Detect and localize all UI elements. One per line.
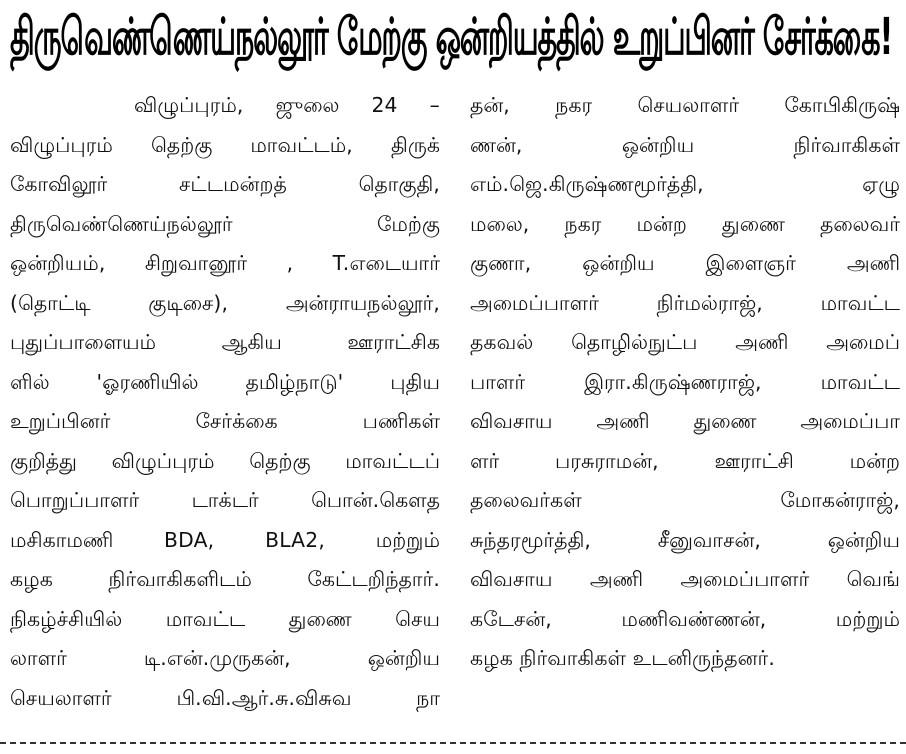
text-line: செயலாளர் பி.வி.ஆர்.சு.விசுவ நா [10,685,440,710]
text-line: திருவெண்ணெய்நல்லூர் மேற்கு [10,211,440,236]
text-line: (தொட்டி குடிசை), அன்ராயநல்லூர், [10,290,440,315]
text-line: தலைவர்கள் மோகன்ராஜ், [470,488,900,512]
article-column-left [10,86,440,720]
text-line: எம்.ஜெ.கிருஷ்ணமூர்த்தி, ஏழு [470,172,900,196]
text-line: கடேசன், மணிவண்ணன், மற்றும் [470,606,900,631]
text-line: விழுப்புரம் தெற்கு மாவட்டம், திருக் [10,132,440,157]
text-line: மலை, நகர மன்ற துணை தலைவர் [470,211,900,236]
text-line: லாளர் டி.என்.முருகன், ஒன்றிய [10,646,440,670]
text-line: விழுப்புரம், ஜுலை 24 – [134,93,440,117]
text-line: பொறுப்பாளர் டாக்டர் பொன்.கௌத [10,488,440,512]
text-line: புதுப்பாளையம் ஆகிய ஊராட்சிக [10,330,440,354]
text-line: பாளர் இரா.கிருஷ்ணராஜ், மாவட்ட [470,369,900,394]
text-line: மசிகாமணி BDA, BLA2, மற்றும் [10,527,440,552]
text-line: ஒன்றியம், சிறுவானூர் , T.எடையார் [10,251,440,275]
text-line: கோவிலூர் சட்டமன்றத் தொகுதி, [10,172,440,196]
text-line: குணா, ஒன்றிய இளைஞர் அணி [470,251,900,275]
text-line: விவசாய அணி அமைப்பாளர் வெங் [470,567,900,591]
text-line: ளில் 'ஓரணியில் தமிழ்நாடு' புதிய [10,369,440,394]
text-line: விவசாய அணி துணை அமைப்பா [470,409,900,433]
headline: திருவெண்ணெய்நல்லூர் மேற்கு ஒன்றியத்தில் உறுப்பினர் சேர்க்கை! [10,6,893,67]
text-line: கழக நிர்வாகிகளிடம் கேட்டறிந்தார். [10,567,440,591]
text-line: சுந்தரமூர்த்தி, சீனுவாசன், ஒன்றிய [470,527,900,552]
text-line: ணன், ஒன்றிய நிர்வாகிகள் [470,132,900,157]
text-line: குறித்து விழுப்புரம் தெற்கு மாவட்டப் [10,448,440,473]
text-line: ளர் பரசுராமன், ஊராட்சி மன்ற [470,448,900,473]
text-line: கழக நிர்வாகிகள் உடனிருந்தனர். [470,646,775,670]
text-line: அமைப்பாளர் நிர்மல்ராஜ், மாவட்ட [470,290,900,315]
text-line: நிகழ்ச்சியில் மாவட்ட துணை செய [10,606,440,631]
text-line: உறுப்பினர் சேர்க்கை பணிகள் [10,409,440,433]
text-line: தகவல் தொழில்நுட்ப அணி அமைப் [470,330,900,354]
dashed-divider [0,742,906,744]
article-column-right [470,86,900,720]
text-line: தன், நகர செயலாளர் கோபிகிருஷ் [470,93,900,117]
